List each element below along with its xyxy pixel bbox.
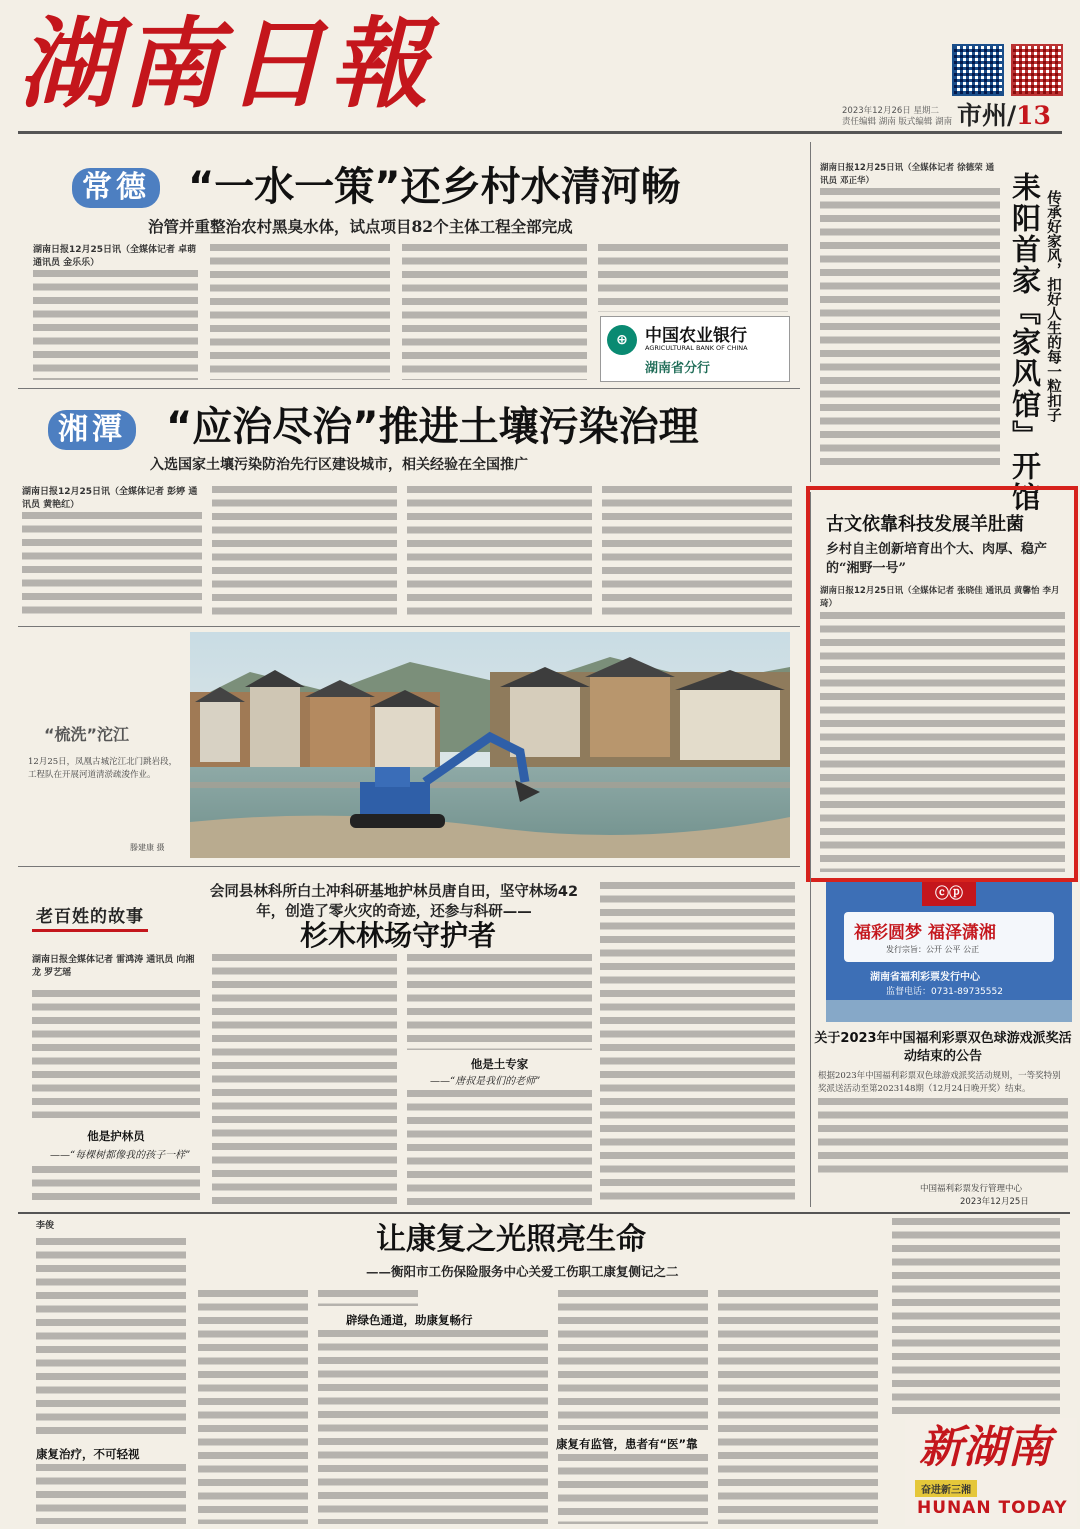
section-name: 市州/ xyxy=(957,101,1017,130)
rehab-column-3a xyxy=(318,1290,418,1306)
xiangtan-headline: “应治尽治”推进土壤污染治理 xyxy=(166,404,699,450)
abc-name-en: AGRICULTURAL BANK OF CHINA xyxy=(645,344,748,352)
rehab-column-2 xyxy=(198,1290,308,1524)
corner-logo-slogan: 奋进新三湘 xyxy=(915,1480,977,1497)
xiangtan-column-3 xyxy=(407,486,592,616)
story-tag xyxy=(32,900,148,932)
corner-logo-name: 新湖南 xyxy=(919,1422,1051,1473)
story-sidebar2-title: 他是土专家 xyxy=(470,1057,529,1071)
page-number: 13 xyxy=(1016,101,1051,130)
photo-scene xyxy=(190,632,790,858)
lottery-issuer: 发行宗旨：公开 公平 公正 xyxy=(886,945,980,954)
story-tag-label: 老百姓的故事 xyxy=(36,907,144,927)
changde-column-4 xyxy=(598,244,788,312)
issue-date: 2023年12月26日 星期二 xyxy=(842,106,939,116)
lottery-hotline: 监督电话：0731-89735552 xyxy=(886,987,1003,997)
changde-column-1 xyxy=(33,270,198,380)
story-column-1b xyxy=(32,1166,200,1206)
rehab-section1: 康复治疗，不可轻视 xyxy=(36,1447,140,1461)
notice-body xyxy=(818,1098,1068,1178)
masthead-title: 湖南日報 xyxy=(18,7,435,122)
region-badge-xiangtan: 湘潭 xyxy=(48,410,136,450)
photo-caption-title: “梳洗”沱江 xyxy=(44,725,130,744)
lottery-ad[interactable] xyxy=(826,882,1072,1022)
notice-title: 关于2023年中国福利彩票双色球游戏派奖活动结束的公告 xyxy=(814,1031,1072,1064)
lottery-city-image xyxy=(826,1000,1072,1022)
rehab-column-3b xyxy=(318,1330,548,1524)
news-photo xyxy=(190,632,790,858)
story-byline: 湖南日报全媒体记者 雷鸿涛 通讯员 向湘龙 罗艺瑶 xyxy=(32,955,195,978)
rehab-column-6 xyxy=(892,1218,1060,1418)
story-column-3a xyxy=(407,954,592,1050)
column-divider xyxy=(810,142,811,482)
rehab-column-1b xyxy=(36,1464,186,1524)
mushroom-body xyxy=(820,612,1065,872)
rehab-column-5 xyxy=(718,1290,878,1524)
story-sidebar2-quote: ——“唐叔是我们的老师” xyxy=(430,1076,541,1087)
changde-column-2 xyxy=(210,244,390,380)
xiangtan-byline: 湖南日报12月25日讯（全媒体记者 彭婷 通讯员 黄艳红） xyxy=(22,487,198,510)
story-column-1a xyxy=(32,990,200,1118)
xiangtan-column-2 xyxy=(212,486,397,616)
changde-byline: 湖南日报12月25日讯（全媒体记者 卓萌 通讯员 金乐乐） xyxy=(33,245,197,268)
lottery-logo-icon: ⓒⓟ xyxy=(922,882,976,906)
leiyang-byline: 湖南日报12月25日讯（全媒体记者 徐德荣 通讯员 邓正华） xyxy=(820,163,995,186)
notice-signature: 中国福利彩票发行管理中心 xyxy=(920,1184,1023,1194)
story-column-2 xyxy=(212,954,397,1206)
rehab-section2: 辟绿色通道，助康复畅行 xyxy=(346,1313,473,1327)
leiyang-column xyxy=(820,188,1000,470)
leiyang-kicker: 传承好家风，扣好人生的每一粒扣子 xyxy=(1045,190,1062,422)
mushroom-headline: 古文依靠科技发展羊肚菌 xyxy=(826,514,1024,535)
divider xyxy=(18,1212,1070,1214)
changde-subhead: 治管并重整治农村黑臭水体，试点项目82个主体工程全部完成 xyxy=(148,217,573,236)
qr-code-icon[interactable] xyxy=(952,44,1004,96)
divider xyxy=(18,388,800,389)
corner-logo[interactable] xyxy=(905,1418,1077,1526)
notice-date: 2023年12月25日 xyxy=(960,1197,1029,1207)
abc-name: 中国农业银行 xyxy=(645,326,747,346)
rehab-author: 李俊 xyxy=(36,1221,55,1231)
rehab-subhead: ——衡阳市工伤保险服务中心关爱工伤职工康复侧记之二 xyxy=(366,1264,679,1279)
xiangtan-column-4 xyxy=(602,486,792,616)
rehab-column-1a xyxy=(36,1238,186,1438)
divider xyxy=(18,866,800,867)
region-badge-changde: 常德 xyxy=(72,168,160,208)
lottery-slogan: 福彩圆梦 福泽潇湘 xyxy=(854,923,996,943)
xiangtan-subhead: 入选国家土壤污染防治先行区建设城市，相关经验在全国推广 xyxy=(150,457,528,473)
rehab-column-4a xyxy=(558,1290,708,1430)
photo-caption-text: 12月25日，凤凰古城沱江北门跳岩段，工程队在开展河道清淤疏浚作业。 xyxy=(28,757,178,780)
masthead-rule xyxy=(18,131,1062,134)
story-sidebar1-title: 他是护林员 xyxy=(87,1129,145,1143)
mushroom-subhead: 乡村自主创新培育出个大、肉厚、稳产的“湘野一号” xyxy=(826,542,1048,576)
abc-branch: 湖南省分行 xyxy=(645,361,711,376)
column-divider xyxy=(810,492,811,1207)
divider xyxy=(18,626,800,627)
rehab-headline: 让康复之光照亮生命 xyxy=(376,1222,646,1257)
leiyang-headline: 耒阳首家『家风馆』开馆 xyxy=(1008,172,1042,513)
story-column-3b xyxy=(407,1090,592,1206)
changde-headline: “一水一策”还乡村水清河畅 xyxy=(188,164,681,210)
changde-column-3 xyxy=(402,244,587,380)
qr-code-icon[interactable] xyxy=(1011,44,1063,96)
rehab-column-4b xyxy=(558,1454,708,1524)
section-label xyxy=(957,96,1051,132)
story-kicker: 会同县林科所白土冲科研基地护林员唐自田，坚守林场42年，创造了零火灾的奇迹，还参与科研—— xyxy=(209,884,579,920)
photographer: 滕建康 摄 xyxy=(130,843,165,852)
story-column-4 xyxy=(600,882,795,1206)
corner-logo-en: HUNAN TODAY xyxy=(917,1498,1068,1518)
story-headline: 杉木林场守护者 xyxy=(300,919,497,952)
xiangtan-column-1 xyxy=(22,512,202,616)
notice-text: 根据2023年中国福利彩票双色球游戏派奖活动规则，一等奖特别奖派送活动至第2023148期（12月24日晚开奖）结束。 xyxy=(818,1071,1061,1094)
abc-logo-icon: ⊕ xyxy=(607,325,637,355)
editor-line: 责任编辑 湖南 版式编辑 湖南 xyxy=(842,117,953,127)
story-sidebar1-quote: ——“每棵树都像我的孩子一样” xyxy=(50,1150,191,1161)
mushroom-byline: 湖南日报12月25日讯（全媒体记者 张晓佳 通讯员 黄馨怡 李月琦） xyxy=(820,586,1060,609)
lottery-org: 湖南省福利彩票发行中心 xyxy=(870,972,980,983)
rehab-section3: 康复有监管，患者有“医”靠 xyxy=(556,1437,698,1451)
abc-bank-ad[interactable] xyxy=(600,316,790,382)
